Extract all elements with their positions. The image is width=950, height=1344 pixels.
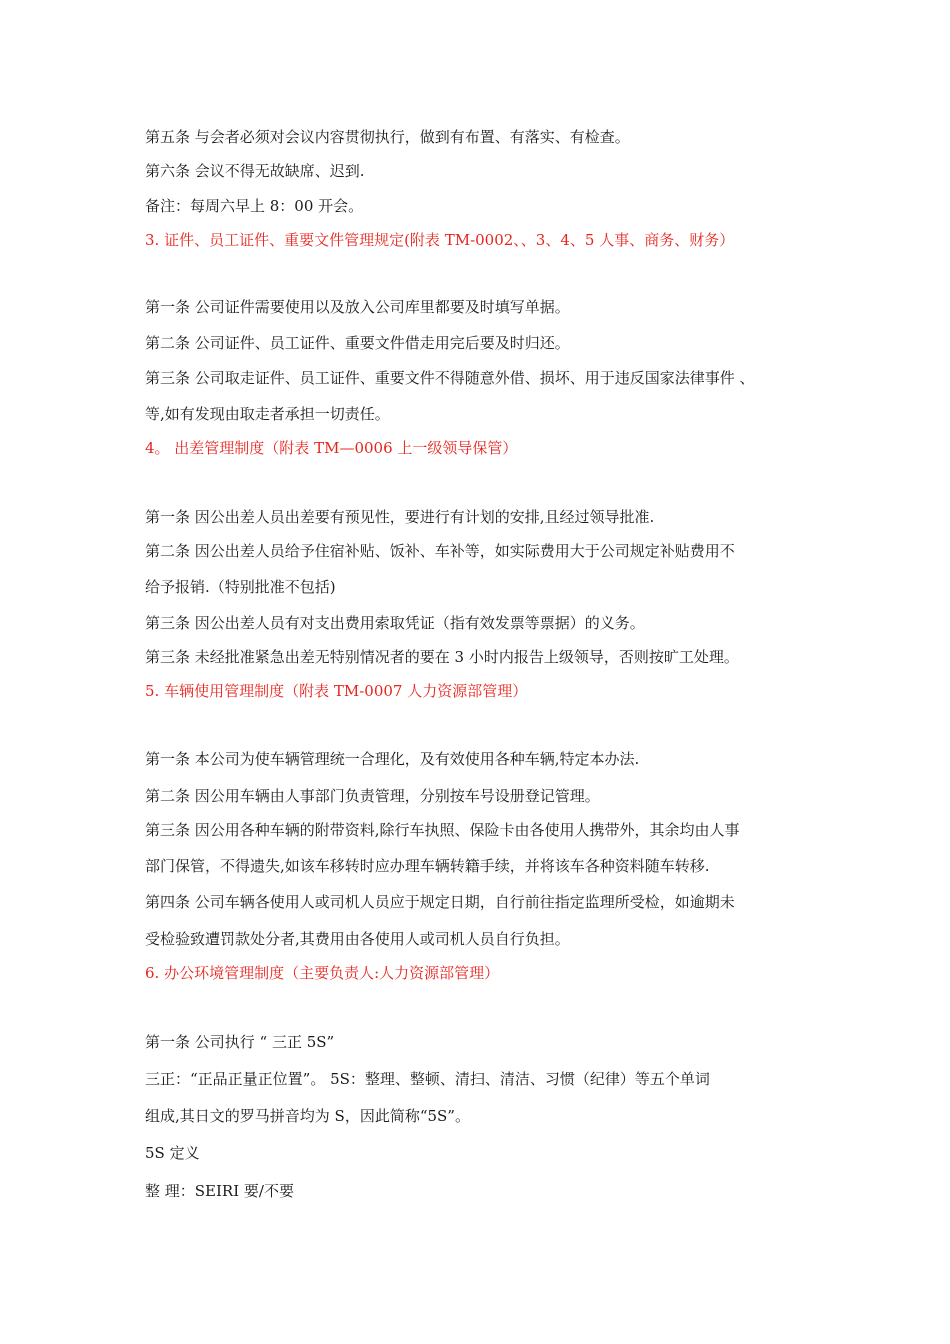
section-3-article-3: 第三条 公司取走证件、员工证件、重要文件不得随意外借、损坏、用于违反国家法律事件 、 xyxy=(145,369,755,387)
section-5-article-2: 第二条 因公用车辆由人事部门负责管理，分别按车号设册登记管理。 xyxy=(145,787,600,805)
section-3-article-1: 第一条 公司证件需要使用以及放入公司库里都要及时填写单据。 xyxy=(145,298,570,316)
section-6-article-1: 第一条 公司执行 “ 三正 5S” xyxy=(145,1033,335,1051)
section-4-heading: 4。 出差管理制度（附表 TM—0006 上一级领导保管） xyxy=(145,439,518,457)
5s-definition-title: 5S 定义 xyxy=(145,1144,200,1162)
section-3-heading: 3. 证件、员工证件、重要文件管理规定(附表 TM-0002、、3、4、5 人事、商务、财务） xyxy=(145,231,735,249)
seiri-line: 整 理：SEIRI 要/不要 xyxy=(145,1182,294,1200)
section-3-article-3-cont: 等,如有发现由取走者承担一切责任。 xyxy=(145,405,390,423)
article-5-line: 第五条 与会者必须对会议内容贯彻执行，做到有布置、有落实、有检查。 xyxy=(145,128,630,146)
note-line: 备注：每周六早上 8：00 开会。 xyxy=(145,197,364,215)
section-4-article-3: 第三条 因公出差人员有对支出费用索取凭证（指有效发票等票据）的义务。 xyxy=(145,614,645,632)
san-zheng-line: 三正：“正品正量正位置”。 5S：整理、整顿、清扫、清洁、习惯（纪律）等五个单词 xyxy=(145,1070,710,1088)
section-5-article-3-cont: 部门保管，不得遗失,如该车移转时应办理车辆转籍手续，并将该车各种资料随车转移. xyxy=(145,857,710,875)
section-5-article-4: 第四条 公司车辆各使用人或司机人员应于规定日期，自行前往指定监理所受检，如逾期未 xyxy=(145,893,735,911)
section-4-article-2: 第二条 因公出差人员给予住宿补贴、饭补、车补等，如实际费用大于公司规定补贴费用不 xyxy=(145,542,735,560)
section-5-article-4-cont: 受检验致遭罚款处分者,其费用由各使用人或司机人员自行负担。 xyxy=(145,930,570,948)
section-5-article-3: 第三条 因公用各种车辆的附带资料,除行车执照、保险卡由各使用人携带外，其余均由人事 xyxy=(145,821,740,839)
section-6-heading: 6. 办公环境管理制度（主要负责人:人力资源部管理） xyxy=(145,964,500,982)
section-3-article-2: 第二条 公司证件、员工证件、重要文件借走用完后要及时归还。 xyxy=(145,334,570,352)
section-4-article-2-cont: 给予报销.（特别批准不包括) xyxy=(145,578,336,596)
section-4-article-3b: 第三条 未经批准紧急出差无特别情况者的要在 3 小时内报告上级领导，否则按旷工处理。 xyxy=(145,648,739,666)
san-zheng-line-cont: 组成,其日文的罗马拼音均为 S，因此简称“5S”。 xyxy=(145,1107,470,1125)
section-5-article-1: 第一条 本公司为使车辆管理统一合理化，及有效使用各种车辆,特定本办法. xyxy=(145,750,640,768)
section-5-heading: 5. 车辆使用管理制度（附表 TM-0007 人力资源部管理） xyxy=(145,682,528,700)
section-4-article-1: 第一条 因公出差人员出差要有预见性，要进行有计划的安排,且经过领导批准. xyxy=(145,508,655,526)
article-6-line: 第六条 会议不得无故缺席、迟到. xyxy=(145,162,365,180)
